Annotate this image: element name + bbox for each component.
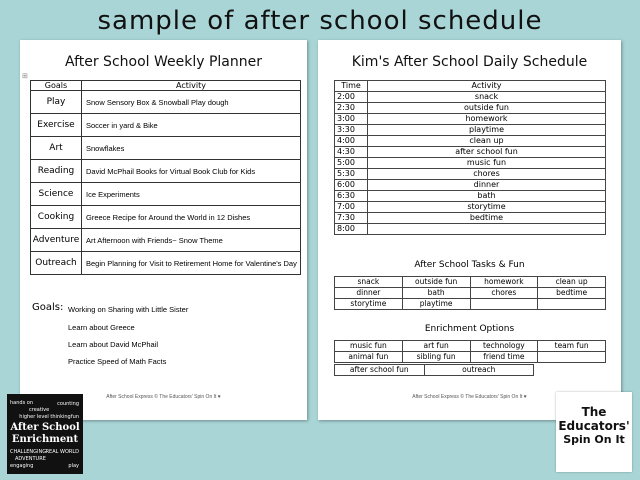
activity-cell: Greece Recipe for Around the World in 12 Dishes: [82, 206, 301, 229]
table-row: [31, 183, 301, 206]
task-cell: clean up: [538, 277, 606, 288]
educators-spin-logo: [556, 392, 632, 472]
activity-cell: Ice Experiments: [82, 183, 301, 206]
enrichment-cell: [538, 352, 606, 363]
table-row: [335, 158, 606, 169]
task-cell: dinner: [335, 288, 403, 299]
task-cell: storytime: [335, 299, 403, 310]
logo-line: Educators': [558, 419, 630, 433]
category-cell: Art: [31, 137, 82, 160]
badge-word: hands on: [10, 400, 33, 406]
activity-cell: playtime: [368, 125, 606, 136]
category-cell: Exercise: [31, 114, 82, 137]
task-cell: outside fun: [402, 277, 470, 288]
activity-cell: Begin Planning for Visit to Retirement Home for Valentine's Day: [82, 252, 301, 275]
category-cell: Adventure: [31, 229, 82, 252]
activity-cell: clean up: [368, 136, 606, 147]
table-row: [335, 341, 606, 352]
activity-cell: music fun: [368, 158, 606, 169]
table-row: [335, 136, 606, 147]
enrichment-cell: art fun: [402, 341, 470, 352]
table-row: [31, 229, 301, 252]
weekly-planner-sheet: [20, 40, 307, 420]
goal-item: Learn about Greece: [68, 323, 135, 332]
badge-word: counting: [57, 401, 79, 407]
time-cell: 3:00: [335, 114, 368, 125]
activity-cell: dinner: [368, 180, 606, 191]
category-cell: Play: [31, 91, 82, 114]
time-cell: 4:00: [335, 136, 368, 147]
table-row: [335, 125, 606, 136]
time-cell: 4:30: [335, 147, 368, 158]
table-row: [335, 114, 606, 125]
badge-word: creative: [29, 407, 50, 413]
task-cell: snack: [335, 277, 403, 288]
table-row: [335, 180, 606, 191]
activity-cell: homework: [368, 114, 606, 125]
task-cell: playtime: [402, 299, 470, 310]
daily-schedule-table: [334, 80, 606, 235]
goals-label: Goals:: [32, 302, 64, 313]
table-row: [31, 206, 301, 229]
time-cell: 2:30: [335, 103, 368, 114]
goal-item: Learn about David McPhail: [68, 340, 159, 349]
enrichment-cell: friend time: [470, 352, 538, 363]
category-cell: Science: [31, 183, 82, 206]
table-row: [335, 299, 606, 310]
tasks-title: After School Tasks & Fun: [414, 260, 525, 270]
badge-word: higher level thinking: [19, 414, 71, 420]
column-header-activity: Activity: [368, 81, 606, 92]
task-cell: [470, 299, 538, 310]
task-cell: bedtime: [538, 288, 606, 299]
badge-word: CHALLENGING: [10, 449, 47, 455]
time-cell: 7:00: [335, 202, 368, 213]
category-cell: Outreach: [31, 252, 82, 275]
time-cell: 6:30: [335, 191, 368, 202]
sheet-footer: After School Express © The Educators' Spin On It ♥: [106, 394, 221, 400]
enrichment-extra-table: [334, 364, 534, 376]
time-cell: 7:30: [335, 213, 368, 224]
enrichment-cell: outreach: [424, 365, 533, 376]
table-row: [335, 224, 606, 235]
activity-cell: Snow Sensory Box & Snowball Play dough: [82, 91, 301, 114]
activity-cell: after school fun: [368, 147, 606, 158]
table-row: [335, 213, 606, 224]
logo-line: The: [581, 405, 607, 419]
weekly-planner-table: [30, 80, 301, 275]
category-cell: Reading: [31, 160, 82, 183]
table-row: [335, 202, 606, 213]
after-school-enrichment-badge: [7, 394, 83, 474]
time-cell: 5:30: [335, 169, 368, 180]
badge-word: engaging: [10, 463, 34, 469]
time-cell: 3:30: [335, 125, 368, 136]
enrichment-cell: team fun: [538, 341, 606, 352]
table-row: [335, 103, 606, 114]
badge-title-line1: After School: [10, 422, 80, 433]
goal-item: Practice Speed of Math Facts: [68, 357, 167, 366]
activity-cell: Soccer in yard & Bike: [82, 114, 301, 137]
activity-cell: bath: [368, 191, 606, 202]
category-cell: Cooking: [31, 206, 82, 229]
task-cell: [538, 299, 606, 310]
activity-cell: Snowflakes: [82, 137, 301, 160]
table-header-row: [335, 81, 606, 92]
table-header-row: [31, 81, 301, 91]
daily-schedule-title: Kim's After School Daily Schedule: [351, 54, 588, 70]
enrichment-cell: animal fun: [335, 352, 403, 363]
badge-word: ADVENTURE: [15, 456, 46, 462]
time-cell: 5:00: [335, 158, 368, 169]
weekly-planner-title: After School Weekly Planner: [64, 54, 262, 70]
activity-cell: Art Afternoon with Friends~ Snow Theme: [82, 229, 301, 252]
badge-word: play: [68, 463, 79, 469]
table-row: [335, 147, 606, 158]
activity-cell: [368, 224, 606, 235]
badge-title-line2: Enrichment: [11, 434, 79, 445]
logo-line: Spin On It: [563, 433, 625, 446]
enrichment-table: [334, 340, 606, 363]
activity-cell: outside fun: [368, 103, 606, 114]
badge-word: REAL WORLD: [45, 449, 79, 455]
column-header-goals: Goals: [31, 81, 82, 91]
time-cell: 8:00: [335, 224, 368, 235]
enrichment-title: Enrichment Options: [424, 324, 515, 334]
activity-cell: David McPhail Books for Virtual Book Club for Kids: [82, 160, 301, 183]
activity-cell: chores: [368, 169, 606, 180]
table-row: [335, 169, 606, 180]
column-header-activity: Activity: [82, 81, 301, 91]
table-row: [31, 252, 301, 275]
table-row: [335, 288, 606, 299]
badge-word: fun: [70, 414, 79, 420]
table-handle-icon: ⊞: [22, 73, 28, 80]
enrichment-cell: after school fun: [335, 365, 425, 376]
task-cell: homework: [470, 277, 538, 288]
sheet-footer: After School Express © The Educators' Spin On It ♥: [412, 394, 527, 400]
column-header-time: Time: [335, 81, 368, 92]
enrichment-cell: music fun: [335, 341, 403, 352]
time-cell: 6:00: [335, 180, 368, 191]
table-row: [335, 352, 606, 363]
activity-cell: storytime: [368, 202, 606, 213]
goal-item: Working on Sharing with Little Sister: [68, 305, 189, 314]
table-row: [335, 92, 606, 103]
table-row: [31, 137, 301, 160]
table-row: [31, 114, 301, 137]
tasks-table: [334, 276, 606, 310]
table-row: [335, 191, 606, 202]
page-title: sample of after school schedule: [97, 6, 543, 36]
table-row: [31, 160, 301, 183]
activity-cell: bedtime: [368, 213, 606, 224]
table-row: [31, 91, 301, 114]
daily-schedule-sheet: [318, 40, 621, 420]
task-cell: bath: [402, 288, 470, 299]
enrichment-cell: sibling fun: [402, 352, 470, 363]
table-row: [335, 365, 534, 376]
table-row: [335, 277, 606, 288]
enrichment-cell: technology: [470, 341, 538, 352]
time-cell: 2:00: [335, 92, 368, 103]
task-cell: chores: [470, 288, 538, 299]
activity-cell: snack: [368, 92, 606, 103]
